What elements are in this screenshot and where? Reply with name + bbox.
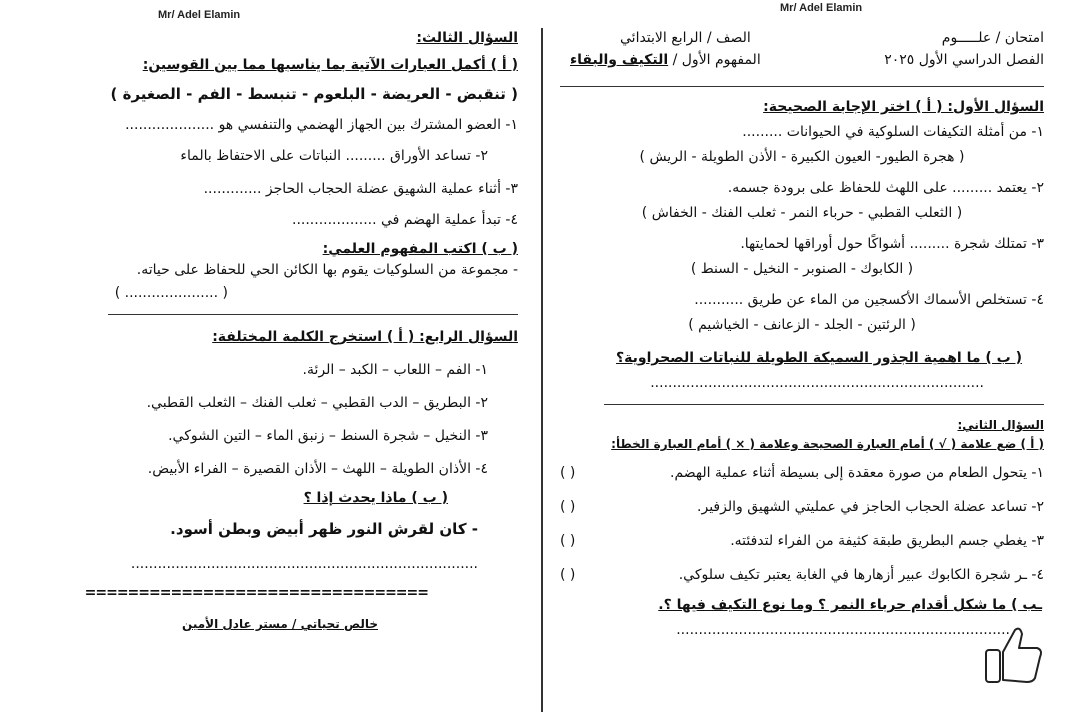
- concept-prefix: المفهوم الأول /: [672, 52, 761, 68]
- q2-b-title: ـب ) ما شكل أقدام حرباء النمر ؟ وما نوع التكيف فيها ؟.: [658, 597, 1042, 613]
- q4-b-answer-line: ..............................................................................: [130, 556, 478, 572]
- q2-item-1: [560, 465, 1044, 481]
- author-label-right: Mr/ Adel Elamin: [780, 2, 863, 14]
- q2-title: السؤال الثاني:: [957, 418, 1044, 432]
- exam-title: امتحان / علـــــوم: [941, 30, 1044, 46]
- header-row-1: [560, 30, 1044, 46]
- separator-line: ================================: [84, 585, 428, 601]
- q4-item-3: ٣- النخيل – شجرة السنط – زنبق الماء – التين الشوكي.: [168, 428, 488, 444]
- right-column: [560, 22, 1044, 639]
- q1-b-answer-line: ...........................................................................: [650, 375, 984, 391]
- q3-item-1: ١- العضو المشترك بين الجهاز الهضمي والتنفسي هو ....................: [125, 117, 518, 133]
- q1-item-2: ٢- يعتمد ......... على اللهث للحفاظ على برودة جسمه.: [727, 180, 1044, 196]
- concept-name: التكيف والبقاء: [570, 52, 669, 68]
- q4-item-1: ١- الفم – اللعاب – الكبد – الرئة.: [302, 362, 488, 378]
- q3-word-bank: ( تنقبض - العريضة - البلعوم - تنبسط - الفم - الصغيرة ): [110, 85, 518, 103]
- q2-instruction: ( أ ) ضع علامة ( √ ) أمام العبارة الصحيحة وعلامة ( × ) أمام العبارة الخطأ:: [611, 437, 1044, 451]
- q3-b-title: ( ب ) اكتب المفهوم العلمي:: [322, 241, 518, 257]
- q1-options-1: ( هجرة الطيور- العيون الكبيرة - الأذن الطويلة - الريش ): [639, 149, 965, 165]
- q1-options-4: ( الرئتين - الجلد - الزعانف - الخياشيم ): [688, 317, 916, 333]
- q4-b-title: ( ب ) ماذا يحدث إذا ؟: [303, 490, 448, 506]
- q3-divider: [108, 314, 518, 315]
- left-column: [40, 26, 518, 633]
- q3-b-item: - مجموعة من السلوكيات يقوم بها الكائن الحي للحفاظ على حياته.: [136, 262, 518, 278]
- q1-item-3: ٣- تمتلك شجرة ......... أشواكًا حول أوراقها لحمايتها.: [740, 236, 1044, 252]
- q2-item-2: [560, 499, 1044, 515]
- q3-title: السؤال الثالث:: [416, 30, 518, 46]
- grade-label: الصف / الرابع الابتدائي: [620, 30, 751, 46]
- q2-item-1-mark[interactable]: ( ): [560, 465, 576, 481]
- q2-item-2-mark[interactable]: ( ): [560, 499, 576, 515]
- q1-item-1: ١- من أمثلة التكيفات السلوكية في الحيوانات .........: [742, 124, 1044, 140]
- q2-item-2-text: ٢- تساعد عضلة الحجاب الحاجز في عمليتي الشهيق والزفير.: [697, 499, 1044, 515]
- thumbs-up-icon: [983, 622, 1045, 688]
- q1-title: السؤال الأول: ( أ ) اختر الإجابة الصحيحة:: [763, 99, 1044, 115]
- q2-item-1-text: ١- يتحول الطعام من صورة معقدة إلى بسيطة أثناء عملية الهضم.: [670, 465, 1044, 481]
- q2-item-4-mark[interactable]: ( ): [560, 567, 576, 583]
- q4-b-item: - كان لقرش النور ظهر أبيض وبطن أسود.: [170, 520, 478, 538]
- header-divider: [560, 86, 1044, 87]
- q1-options-3: ( الكابوك - الصنوبر - النخيل - السنط ): [690, 261, 914, 277]
- q3-item-3: ٣- أثناء عملية الشهيق عضلة الحجاب الحاجز .............: [203, 181, 518, 197]
- q3-b-blank: ( ..................... ): [114, 285, 228, 301]
- q2-item-3: [560, 533, 1044, 549]
- q3-item-4: ٤- تبدأ عملية الهضم في ...................: [292, 212, 518, 228]
- term-label: الفصل الدراسي الأول ٢٠٢٥: [884, 52, 1044, 68]
- header-row-2: [560, 52, 1044, 68]
- q3-a-title: ( أ ) أكمل العبارات الآتية بما يناسبها مما بين القوسين:: [142, 57, 518, 73]
- footer-signature: خالص تحياتي / مستر عادل الأمين: [182, 617, 378, 631]
- q1-item-4: ٤- تستخلص الأسماك الأكسجين من الماء عن طريق ...........: [694, 292, 1044, 308]
- q4-item-4: ٤- الأذان الطويلة – اللهث – الأذان القصيرة – الفراء الأبيض.: [147, 461, 488, 477]
- q4-item-2: ٢- البطريق – الدب القطبي – ثعلب الفنك – الثعلب القطبي.: [146, 395, 488, 411]
- q2-item-4-text: ٤- ـر شجرة الكابوك عبير أزهارها في الغابة يعتبر تكيف سلوكي.: [678, 567, 1044, 583]
- q2-item-4: [560, 567, 1044, 583]
- q2-item-3-text: ٣- يغطي جسم البطريق طبقة كثيفة من الفراء لتدفئته.: [730, 533, 1044, 549]
- author-label-left: Mr/ Adel Elamin: [158, 9, 241, 21]
- q1-b-title: ( ب ) ما اهمية الجذور السميكة الطويلة للنباتات الصحراوية؟: [616, 350, 1022, 366]
- q2-item-3-mark[interactable]: ( ): [560, 533, 576, 549]
- q1-options-2: ( الثعلب القطبي - حرباء النمر - ثعلب الفنك - الخفاش ): [641, 205, 963, 221]
- q4-title: السؤال الرابع: ( أ ) استخرج الكلمة المختلفة:: [212, 329, 518, 345]
- q2-b-answer-line: ...........................................................................: [676, 622, 1010, 638]
- q1-divider: [604, 404, 1044, 405]
- column-divider: [541, 28, 543, 712]
- concept-label: [570, 52, 761, 68]
- q3-item-2: ٢- تساعد الأوراق ......... النباتات على الاحتفاظ بالماء: [180, 148, 488, 164]
